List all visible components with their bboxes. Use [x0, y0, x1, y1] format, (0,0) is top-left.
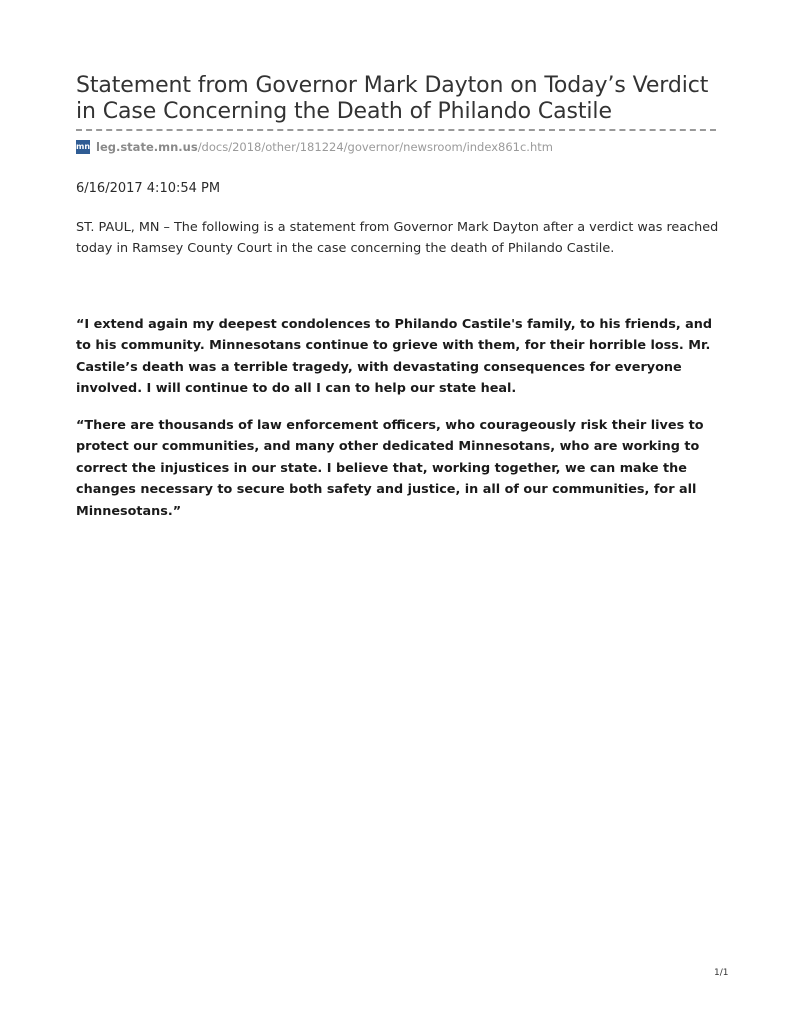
publish-timestamp: 6/16/2017 4:10:54 PM — [76, 181, 221, 196]
dashed-divider — [76, 129, 716, 131]
site-favicon-icon: mn — [76, 140, 90, 154]
source-path[interactable]: /docs/2018/other/181224/governor/newsroom/index861c.htm — [197, 140, 553, 154]
page-number: 1/1 — [714, 968, 729, 978]
page-title: Statement from Governor Mark Dayton on Today’s Verdict in Case Concerning the Death of Philando Castile — [76, 73, 709, 124]
quote-paragraph: “There are thousands of law enforcement officers, who courageously risk their lives to protect our communities, and many other dedicated Minnesotans, who are working to correct the injustices in our state. I believe that, working together, we can make the changes necessary to secure both safety and justice, in all of our communities, for all Minnesotans.” — [76, 418, 704, 519]
quote-paragraph: “I extend again my deepest condolences to Philando Castile's family, to his friends, and to his community. Minnesotans continue to grieve with them, for their horrible loss. Mr. Castile’s death was a terrible tragedy, with devastating consequences for everyone involved. I will continue to do all I can to help our state heal. — [76, 317, 713, 397]
source-line — [76, 139, 553, 155]
source-domain[interactable]: leg.state.mn.us — [96, 140, 198, 154]
lead-paragraph: ST. PAUL, MN – The following is a statement from Governor Mark Dayton after a verdict was reached today in Ramsey County Court in the case concerning the death of Philando Castile. — [76, 220, 719, 256]
